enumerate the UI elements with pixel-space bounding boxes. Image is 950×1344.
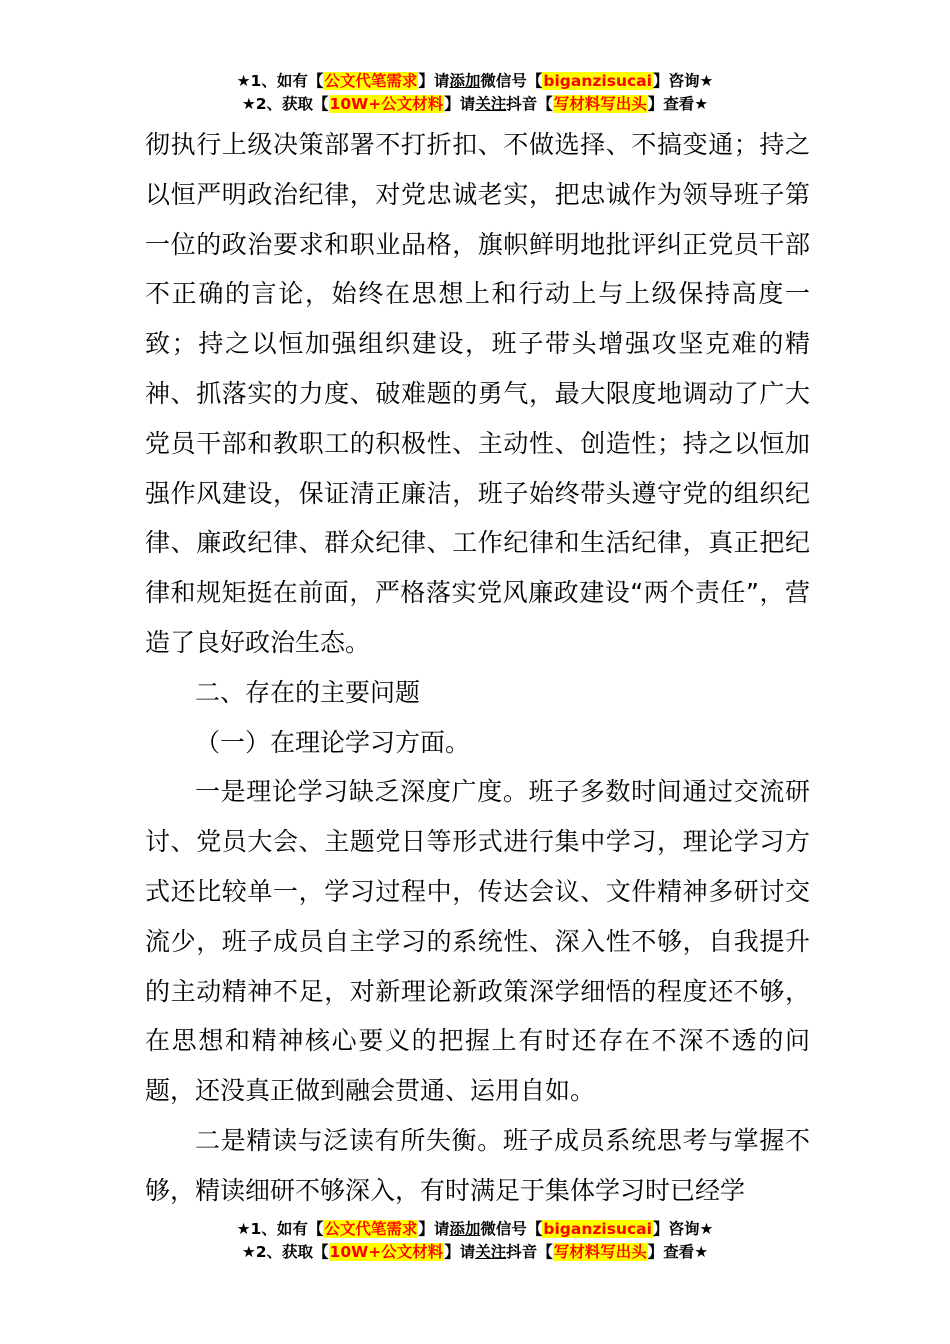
document-body	[145, 120, 810, 1216]
header-highlight: 10W+公文材料	[329, 95, 444, 113]
footer-line-2	[0, 1241, 950, 1264]
footer-banner	[0, 1218, 950, 1264]
header-line-2	[0, 93, 950, 116]
footer-highlight: 写材料写出头	[553, 1243, 647, 1261]
header-text: 】查看★	[647, 95, 709, 113]
footer-highlight: 10W+公文材料	[329, 1243, 444, 1261]
footer-highlight: biganzisucai	[543, 1220, 652, 1238]
footer-underline-text: 添加	[449, 1220, 481, 1238]
footer-text: 】咨询★	[652, 1220, 714, 1238]
footer-text: 抖音【	[506, 1243, 553, 1261]
footer-line-1	[0, 1218, 950, 1241]
header-text: ★1、如有【	[236, 72, 324, 90]
header-highlight: biganzisucai	[543, 72, 652, 90]
header-text: 微信号【	[480, 72, 543, 90]
paragraph-theory-depth: 一是理论学习缺乏深度广度。班子多数时间通过交流研讨、党员大会、主题党日等形式进行集中学习，理论学习方式还比较单一，学习过程中，传达会议、文件精神多研讨交流少，班子成员自主学习的系统性、深入性不够，自我提升的主动精神不足，对新理论新政策深学细悟的程度还不够，在思想和精神核心要义的把握上有时还存在不深不透的问题，还没真正做到融会贯通、运用自如。	[145, 777, 810, 1106]
header-text: 】请	[444, 95, 476, 113]
header-line-1	[0, 70, 950, 93]
footer-text: ★2、获取【	[241, 1243, 329, 1261]
footer-underline-text: 关注	[475, 1243, 507, 1261]
header-highlight: 写材料写出头	[553, 95, 647, 113]
section-heading: 二、存在的主要问题	[195, 677, 421, 707]
header-underline-text: 关注	[475, 95, 507, 113]
footer-text: 】请	[444, 1243, 476, 1261]
header-text: 抖音【	[506, 95, 553, 113]
footer-text: 】查看★	[647, 1243, 709, 1261]
header-underline-text: 添加	[449, 72, 481, 90]
subsection-heading: （一）在理论学习方面。	[195, 727, 471, 757]
footer-text: 微信号【	[480, 1220, 543, 1238]
header-text: ★2、获取【	[241, 95, 329, 113]
paragraph-continued: 彻执行上级决策部署不打折扣、不做选择、不搞变通；持之以恒严明政治纪律，对党忠诚老实，把忠诚作为领导班子第一位的政治要求和职业品格，旗帜鲜明地批评纠正党员干部不正确的言论，始终在思想上和行动上与上级保持高度一致；持之以恒加强组织建设，班子带头增强攻坚克难的精神、抓落实的力度、破难题的勇气，最大限度地调动了广大党员干部和教职工的积极性、主动性、创造性；持之以恒加强作风建设，保证清正廉洁，班子始终带头遵守党的组织纪律、廉政纪律、群众纪律、工作纪律和生活纪律，真正把纪律和规矩挺在前面，严格落实党风廉政建设“两个责任”，营造了良好政治生态。	[145, 130, 810, 657]
header-banner	[0, 70, 950, 116]
footer-text: 】请	[418, 1220, 450, 1238]
header-text: 】咨询★	[652, 72, 714, 90]
header-highlight: 公文代笔需求	[324, 72, 418, 90]
footer-highlight: 公文代笔需求	[324, 1220, 418, 1238]
paragraph-reading-balance: 二是精读与泛读有所失衡。班子成员系统思考与掌握不够，精读细研不够深入，有时满足于集体学习时已经学	[145, 1125, 810, 1205]
header-text: 】请	[418, 72, 450, 90]
footer-text: ★1、如有【	[236, 1220, 324, 1238]
